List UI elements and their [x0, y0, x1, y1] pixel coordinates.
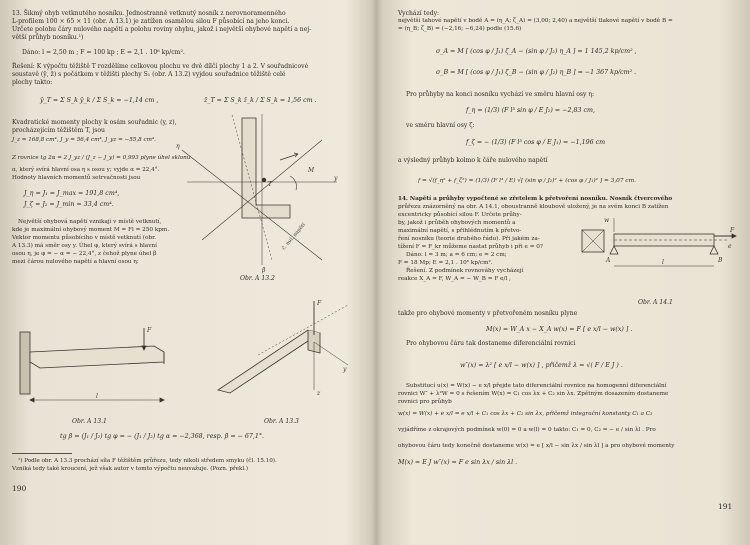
label-t: T	[268, 181, 273, 188]
moments-line: procházejícím těžištěm T, jsou	[12, 127, 105, 134]
section-14-line: ření nosníku (teorie druhého řádu). Při jakém za-	[398, 236, 540, 242]
solution-line: plochy takto:	[12, 79, 53, 86]
section-14-line: excentricky působící silou F. Určete průhy-	[398, 212, 522, 218]
moments-line: Kvadratické momenty plochy k osám souřadnic (y, z),	[12, 119, 177, 126]
section-14-line: 14. Napětí a průhyby vypočtené se zřetelem k přetvoření nosníku. Nosník čtvercového	[398, 196, 673, 202]
result-intro: a výsledný průhyb kolmo k čáře nulového napětí	[398, 157, 548, 164]
solution-line: Řešení: K výpočtu těžiště T rozdělíme celkovou plochu ve dvě dílčí plochy 1 a 2. V souřadnicové	[12, 63, 309, 70]
bending-line: osou η, je φ = − α = − 22,4°, z čehož plyne úhel β	[12, 251, 157, 257]
f-total-equation: f = √(f_η² + f_ζ²) = (1/3) (F l³ / E) √[ (sin φ / J₂)² + (cos φ / J₁)² ] = 3,07 cm.	[418, 178, 636, 184]
label-m: M	[308, 167, 315, 174]
figure-a13-1-caption: Obr. A 13.1	[72, 418, 107, 425]
solution-line: soustavě (ȳ, z̄) s počátkem v těžišti plochy S₁ (obr. A 13.2) vyjdou souřadnice těžiště celé	[12, 71, 286, 78]
moment-equation: M(x) = W_A x − X_A w(x) = F [ e x/l − w(x) ] .	[486, 326, 633, 333]
section-14-line: Dáno: l = 3 m; a = 6 cm; e = 2 cm;	[406, 252, 507, 258]
figure-a13-1	[14, 322, 184, 414]
deflection-line: Pro ohybovou čáru tak dostaneme diferenciální rovnici	[406, 340, 576, 347]
principal-moment-1: J_η = J₁ = J_max = 191,8 cm⁴,	[24, 190, 120, 197]
label-f: F	[147, 327, 152, 334]
section-14-line: tížení F = F_kr můžeme nastat průhyb i při e = 0?	[398, 244, 543, 250]
footnote-line: ¹) Podle obr. A 13.3 prochází síla F těžištěm průřezu, tedy nikoli středem smyku (čl. 15.10).	[18, 458, 277, 464]
footnote-rule	[12, 453, 72, 454]
solution-equation: w(x) = W(x) + e x/l = e x/l + C₁ cos λx + C₂ sin λx, přičemž integrační konstanty C₁ a C₂	[398, 411, 653, 417]
bending-line: mezi čárou nulového napětí a hlavní osou η:	[12, 259, 139, 265]
figure-a13-3	[198, 295, 358, 415]
label-a14: A	[606, 257, 611, 264]
label-l14: l	[662, 259, 664, 266]
intro-line: = (η_B; ζ_B) = (−2,16; −6,24) podle (15.6)	[398, 26, 522, 32]
figure-a14-1-caption: Obr. A 14.1	[638, 299, 673, 306]
bending-line: kde je maximální ohybový moment M = Fl = 250 kpm.	[12, 227, 170, 233]
section-14-line: Řešení. Z podmínek rovnováhy vycházejí	[406, 268, 524, 274]
label-f3: F	[317, 300, 322, 307]
zeta-intro: ve směru hlavní osy ζ:	[406, 122, 475, 129]
moment-intro: takže pro ohybové momenty v přetvořeném nosníku plyne	[398, 310, 578, 317]
label-b14: B	[718, 257, 723, 264]
final-equation: M(x) = E J w″(x) = F e sin λx / sin λl .	[398, 459, 518, 466]
label-y: y	[334, 175, 338, 182]
boundary-line: ohybovou čáru tedy konečně dostaneme w(x) = e [ x/l − sin λx / sin λl ] a pro ohybové momenty	[398, 443, 675, 449]
alpha-line: Hodnoty hlavních momentů setrvačnosti jsou	[12, 175, 141, 181]
moments-values: J_z = 168,8 cm⁴, J_y = 56,4 cm⁴, J_yz = −55,8 cm⁴.	[12, 137, 156, 143]
section-14-line: by, jakož i průběh ohybových momentů a	[398, 220, 516, 226]
intro-line: největší tahové napětí v bodě A = (η_A; ζ_A) = (3,00; 2,40) a největší tlakové napětí v bodě B =	[398, 18, 673, 24]
page-number-right: 191	[718, 502, 733, 511]
intro-line: 13. Šikmý ohyb vetknutého nosníku. Jednostranně vetknutý nosník z nerovnoramenného	[12, 10, 286, 17]
label-f14: F	[730, 227, 735, 234]
figure-a13-2-caption: Obr. A 13.2	[240, 275, 275, 282]
section-14-line: průřezu znázorněný na obr. A 14.1, oboustranně kloubově uložený, je na svém konci B zatížen	[398, 204, 669, 210]
page-number-left: 190	[12, 484, 27, 493]
footnote-line: Vzniká tedy také kroucení, jež však autor v tomto výpočtu neuvažuje. (Pozn. překl.)	[12, 466, 249, 472]
bending-line: A 13.3) má směr osy y. Úhel φ, který svírá s hlavní	[12, 243, 157, 249]
principal-moment-2: J_ζ = J₂ = J_min = 33,4 cm⁴.	[24, 201, 114, 208]
right-page	[376, 0, 750, 545]
sigma-b-equation: σ_B = M [ (cos φ / J₁) ζ_B − (sin φ / J₂) η_B ] = −1 367 kp/cm² .	[436, 69, 637, 76]
deflection-intro: Pro průhyby na konci nosníku vychází ve směru hlavní osy η:	[406, 91, 595, 98]
alpha-line: α, který svírá hlavní osa η s osou y; vyjde α = 22,4°.	[12, 167, 160, 173]
boundary-line: vyjádříme z okrajových podmínek w(0) = 0 a w(l) = 0 takto: C₁ = 0, C₂ = − e / sin λl . Pro	[398, 427, 656, 433]
beta-equation: tg β = (J₁ / J₂) tg φ = − (J₁ / J₂) tg α = −2,368, resp. β = − 67,1°.	[60, 433, 265, 440]
tan-equation: Z rovnice tg 2α = 2 J_yz / (J_z − J_y) = 0,993 plyne úhel sklonu	[12, 155, 191, 161]
label-y3: y	[343, 366, 347, 373]
intro-line: Vychází tedy:	[398, 10, 440, 17]
intro-line: L-profilem 100 × 65 × 11 (obr. A 13.1) je zatížen osamělou silou F působící na jeho konci.	[12, 18, 290, 25]
centroid-equation-y: ȳ_T = Σ S_k ȳ_k / Σ S_k = −1,14 cm ,	[40, 97, 159, 104]
f-zeta-equation: f_ζ = − (1/3) (F l³ cos φ / E J₁) = −1,196 cm	[466, 139, 606, 146]
label-w14: w	[604, 217, 610, 224]
f-eta-equation: f_η = (1/3) (F l³ sin φ / E J₂) = −2,83 cm,	[466, 107, 595, 114]
substitution-line: rovnici W″ + λ²W = 0 s řešením W(x) = C₁ cos λx + C₂ sin λx. Zpětným dosazením dostaneme	[398, 391, 669, 397]
differential-equation: w″(x) = λ² [ e x/l − w(x) ] , přičemž λ = √( F / E J ) .	[460, 362, 623, 369]
figure-a14-1	[578, 210, 744, 294]
label-eta: η	[176, 143, 180, 150]
intro-line: větší průhyb nosníku.¹)	[12, 34, 84, 41]
given-values: Dáno: l = 2,50 m ; F = 100 kp ; E = 2,1 . 10⁶ kp/cm².	[22, 49, 185, 56]
label-neutral-axis: č. nul. napětí	[280, 222, 307, 252]
substitution-line: rovnici pro průhyb	[398, 399, 452, 405]
intro-line: Určete polohu čáry nulového napětí a polohu roviny ohybu, jakož i největší ohybové napětí a nej-	[12, 26, 312, 33]
sigma-a-equation: σ_A = M [ (cos φ / J₁) ζ_A − (sin φ / J₂) η_A ] = 1 145,2 kp/cm² ,	[436, 48, 637, 55]
section-14-line: reakce X_A = F, W_A = − W_B = F e/l ,	[398, 276, 511, 282]
label-e14: e	[728, 243, 732, 250]
figure-a13-3-caption: Obr. A 13.3	[264, 418, 299, 425]
section-14-line: maximální napětí, s přihlédnutím k přetvo-	[398, 228, 522, 234]
left-page	[0, 0, 372, 545]
label-z3: z	[317, 390, 321, 397]
bending-line: Vektor momentu působícího v místě vetknutí (obr.	[12, 235, 156, 241]
bending-line: Největší ohybová napětí vznikají v místě vetknutí,	[18, 219, 162, 225]
figure-a13-2	[172, 110, 352, 275]
label-l: l	[96, 393, 98, 400]
substitution-line: Substitucí u(x) = W(x) − e x/l přejde tato diferenciální rovnice na homogenní diferenciální	[406, 383, 667, 389]
centroid-equation-z: z̄_T = Σ S_k z̄_k / Σ S_k = 1,56 cm .	[204, 97, 317, 104]
section-14-line: F = 18 Mp; E = 2,1 . 10⁶ kp/cm².	[398, 260, 493, 266]
label-beta: β	[262, 267, 266, 274]
